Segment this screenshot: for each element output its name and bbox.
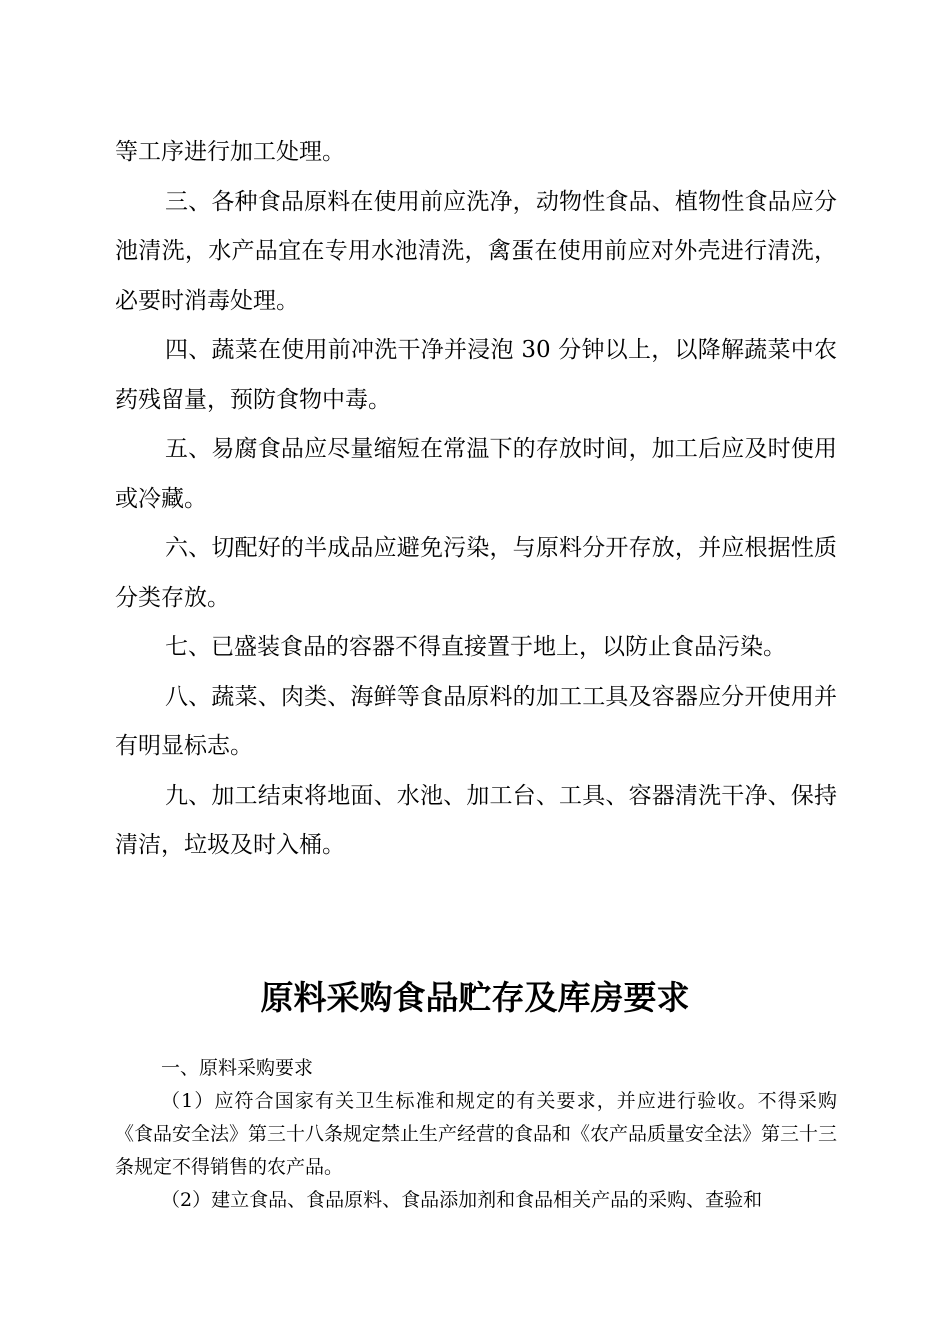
paragraph-item-6: 六、切配好的半成品应避免污染，与原料分开存放，并应根据性质分类存放。: [115, 535, 837, 611]
requirement-item-2: （2）建立食品、食品原料、食品添加剂和食品相关产品的采购、查验和: [161, 1189, 763, 1211]
subsection-heading: 一、原料采购要求: [161, 1057, 314, 1079]
paragraph-item-3: 三、各种食品原料在使用前应洗净，动物性食品、植物性食品应分池清洗，水产品宜在专用水池清洗，禽蛋在使用前应对外壳进行清洗，必要时消毒处理。: [115, 188, 837, 314]
paragraph-item-7: 七、已盛装食品的容器不得直接置于地上，以防止食品污染。: [165, 634, 786, 660]
paragraph-item-5: 五、易腐食品应尽量缩短在常温下的存放时间，加工后应及时使用或冷藏。: [115, 436, 837, 512]
processing-requirements-section: [115, 128, 837, 871]
requirement-item-1: （1）应符合国家有关卫生标准和规定的有关要求，并应进行验收。不得采购《食品安全法》第三十八条规定禁止生产经营的食品和《农产品质量安全法》第三十三条规定不得销售的农产品。: [115, 1090, 838, 1178]
paragraph-item-8: 八、蔬菜、肉类、海鲜等食品原料的加工工具及容器应分开使用并有明显标志。: [115, 683, 837, 759]
paragraph-item-9: 九、加工结束将地面、水池、加工台、工具、容器清洗干净、保持清洁，垃圾及时入桶。: [115, 782, 837, 858]
purchasing-requirements-section: [115, 1052, 837, 1217]
section-title: 原料采购食品贮存及库房要求: [260, 978, 690, 1017]
paragraph-continuation: 等工序进行加工处理。: [115, 139, 345, 165]
paragraph-item-4: 四、蔬菜在使用前冲洗干净并浸泡 30 分钟以上，以降解蔬菜中农药残留量，预防食物中毒。: [115, 337, 837, 413]
